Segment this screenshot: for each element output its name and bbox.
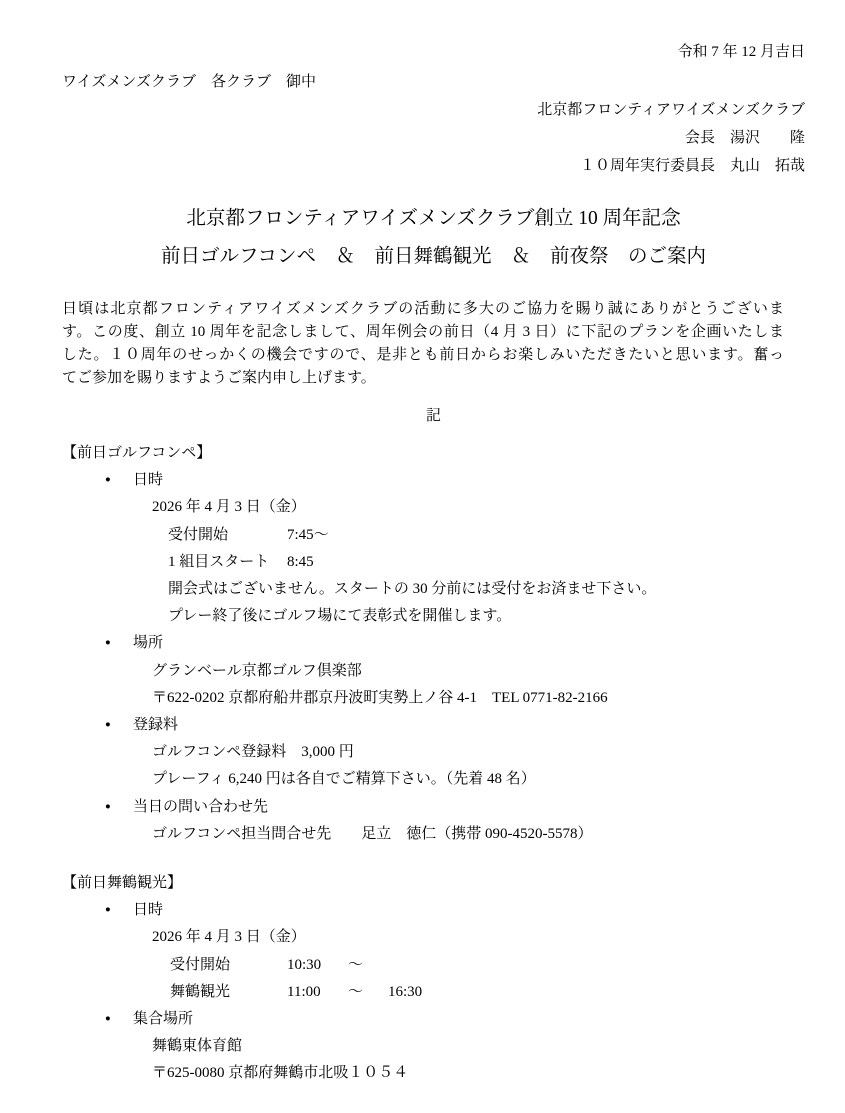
intro-line-3: した。１０周年のせっかくの機会ですので、是非とも前日からお楽しみいただきたいと思います。奮っ [62,347,784,363]
golf-fee-item [105,712,805,739]
title-line-1: 北京都フロンティアワイズメンズクラブ創立 10 周年記念 [186,208,681,229]
golf-reception-time: 7:45～ [287,526,329,543]
golf-reception-label: 受付開始 [168,526,229,543]
bullet-icon: ● [105,801,111,812]
golf-note-1: 開会式はございません。スタートの 30 分前には受付をお済ませ下さい。 [168,581,657,598]
maizuru-reception-row [170,952,805,979]
golf-place-address: 〒622-0202 京都府船井郡京丹波町実勢上ノ谷 4-1 TEL 0771-82-2166 [152,689,608,706]
golf-contact-item [105,794,805,821]
maizuru-tour-row [170,979,805,1006]
intro-line-4: てご参加を賜りますようご案内申し上げます。 [62,370,376,386]
document-title [62,200,805,276]
golf-datetime-item [105,467,805,494]
golf-place-label: 場所 [133,635,164,652]
maizuru-tour-start: 11:00 [287,983,321,1000]
maizuru-meeting-address: 〒625-0080 京都府舞鶴市北吸１０５４ [152,1065,409,1082]
golf-first-start-row [168,549,805,576]
golf-place-item [105,630,805,657]
title-line-2: 前日ゴルフコンペ ＆ 前日舞鶴観光 ＆ 前夜祭 のご案内 [160,246,707,267]
record-marker: 記 [425,408,441,424]
sender-block [62,96,805,180]
maizuru-datetime-label: 日時 [133,902,164,919]
document-date: 令和 7 年 12 月吉日 [677,44,805,60]
maizuru-tour-label: 舞鶴観光 [170,983,231,1000]
intro-line-2: す。この度、創立 10 周年を記念しまして、周年例会の前日（4 月 3 日）に下記のプランを企画いたしま [62,324,784,340]
golf-first-start-time: 8:45 [287,553,314,570]
maizuru-section-heading: 【前日舞鶴観光】 [62,875,183,892]
maizuru-date: 2026 年 4 月 3 日（金） [152,929,306,946]
maizuru-meeting-label: 集合場所 [133,1011,194,1028]
golf-first-start-label: 1 組目スタート [168,553,270,570]
maizuru-tour-tilde: ～ [348,983,364,1000]
maizuru-datetime-item [105,897,805,924]
bullet-icon: ● [105,638,111,649]
addressee: ワイズメンズクラブ 各クラブ 御中 [62,74,316,90]
golf-fee-line-1: ゴルフコンペ登録料 3,000 円 [152,744,354,761]
golf-fee-label: 登録料 [133,717,179,734]
golf-place-name: グランベール京都ゴルフ倶楽部 [152,662,362,679]
bullet-icon: ● [105,905,111,916]
golf-contact-line: ゴルフコンペ担当問合せ先 足立 徳仁（携帯 090-4520-5578） [152,825,593,842]
sender-committee-chair: １０周年実行委員長 丸山 拓哉 [579,158,805,174]
bullet-icon: ● [105,1014,111,1025]
golf-section-heading: 【前日ゴルフコンペ】 [62,445,212,461]
bullet-icon: ● [105,475,111,486]
golf-fee-line-2: プレーフィ 6,240 円は各自でご精算下さい。（先着 48 名） [152,771,536,788]
golf-datetime-label: 日時 [133,472,164,489]
maizuru-tour-end: 16:30 [388,983,423,1000]
maizuru-meeting-place: 舞鶴東体育館 [152,1038,243,1055]
golf-reception-row [168,522,805,549]
sender-organization: 北京都フロンティアワイズメンズクラブ [537,102,805,118]
golf-date: 2026 年 4 月 3 日（金） [152,499,306,516]
maizuru-reception-time: 10:30 [287,956,322,973]
golf-note-2: プレー終了後にゴルフ場にて表彰式を開催します。 [168,608,512,625]
maizuru-meeting-item [105,1006,805,1033]
maizuru-reception-tilde: ～ [348,956,364,973]
bullet-icon: ● [105,720,111,731]
intro-paragraph [62,298,784,390]
maizuru-reception-label: 受付開始 [170,956,231,973]
sender-president: 会長 湯沢 隆 [684,130,805,146]
golf-contact-label: 当日の問い合わせ先 [133,798,269,815]
intro-line-1: 日頃は北京都フロンティアワイズメンズクラブの活動に多大のご協力を賜り誠にありがとうございま [62,301,784,317]
